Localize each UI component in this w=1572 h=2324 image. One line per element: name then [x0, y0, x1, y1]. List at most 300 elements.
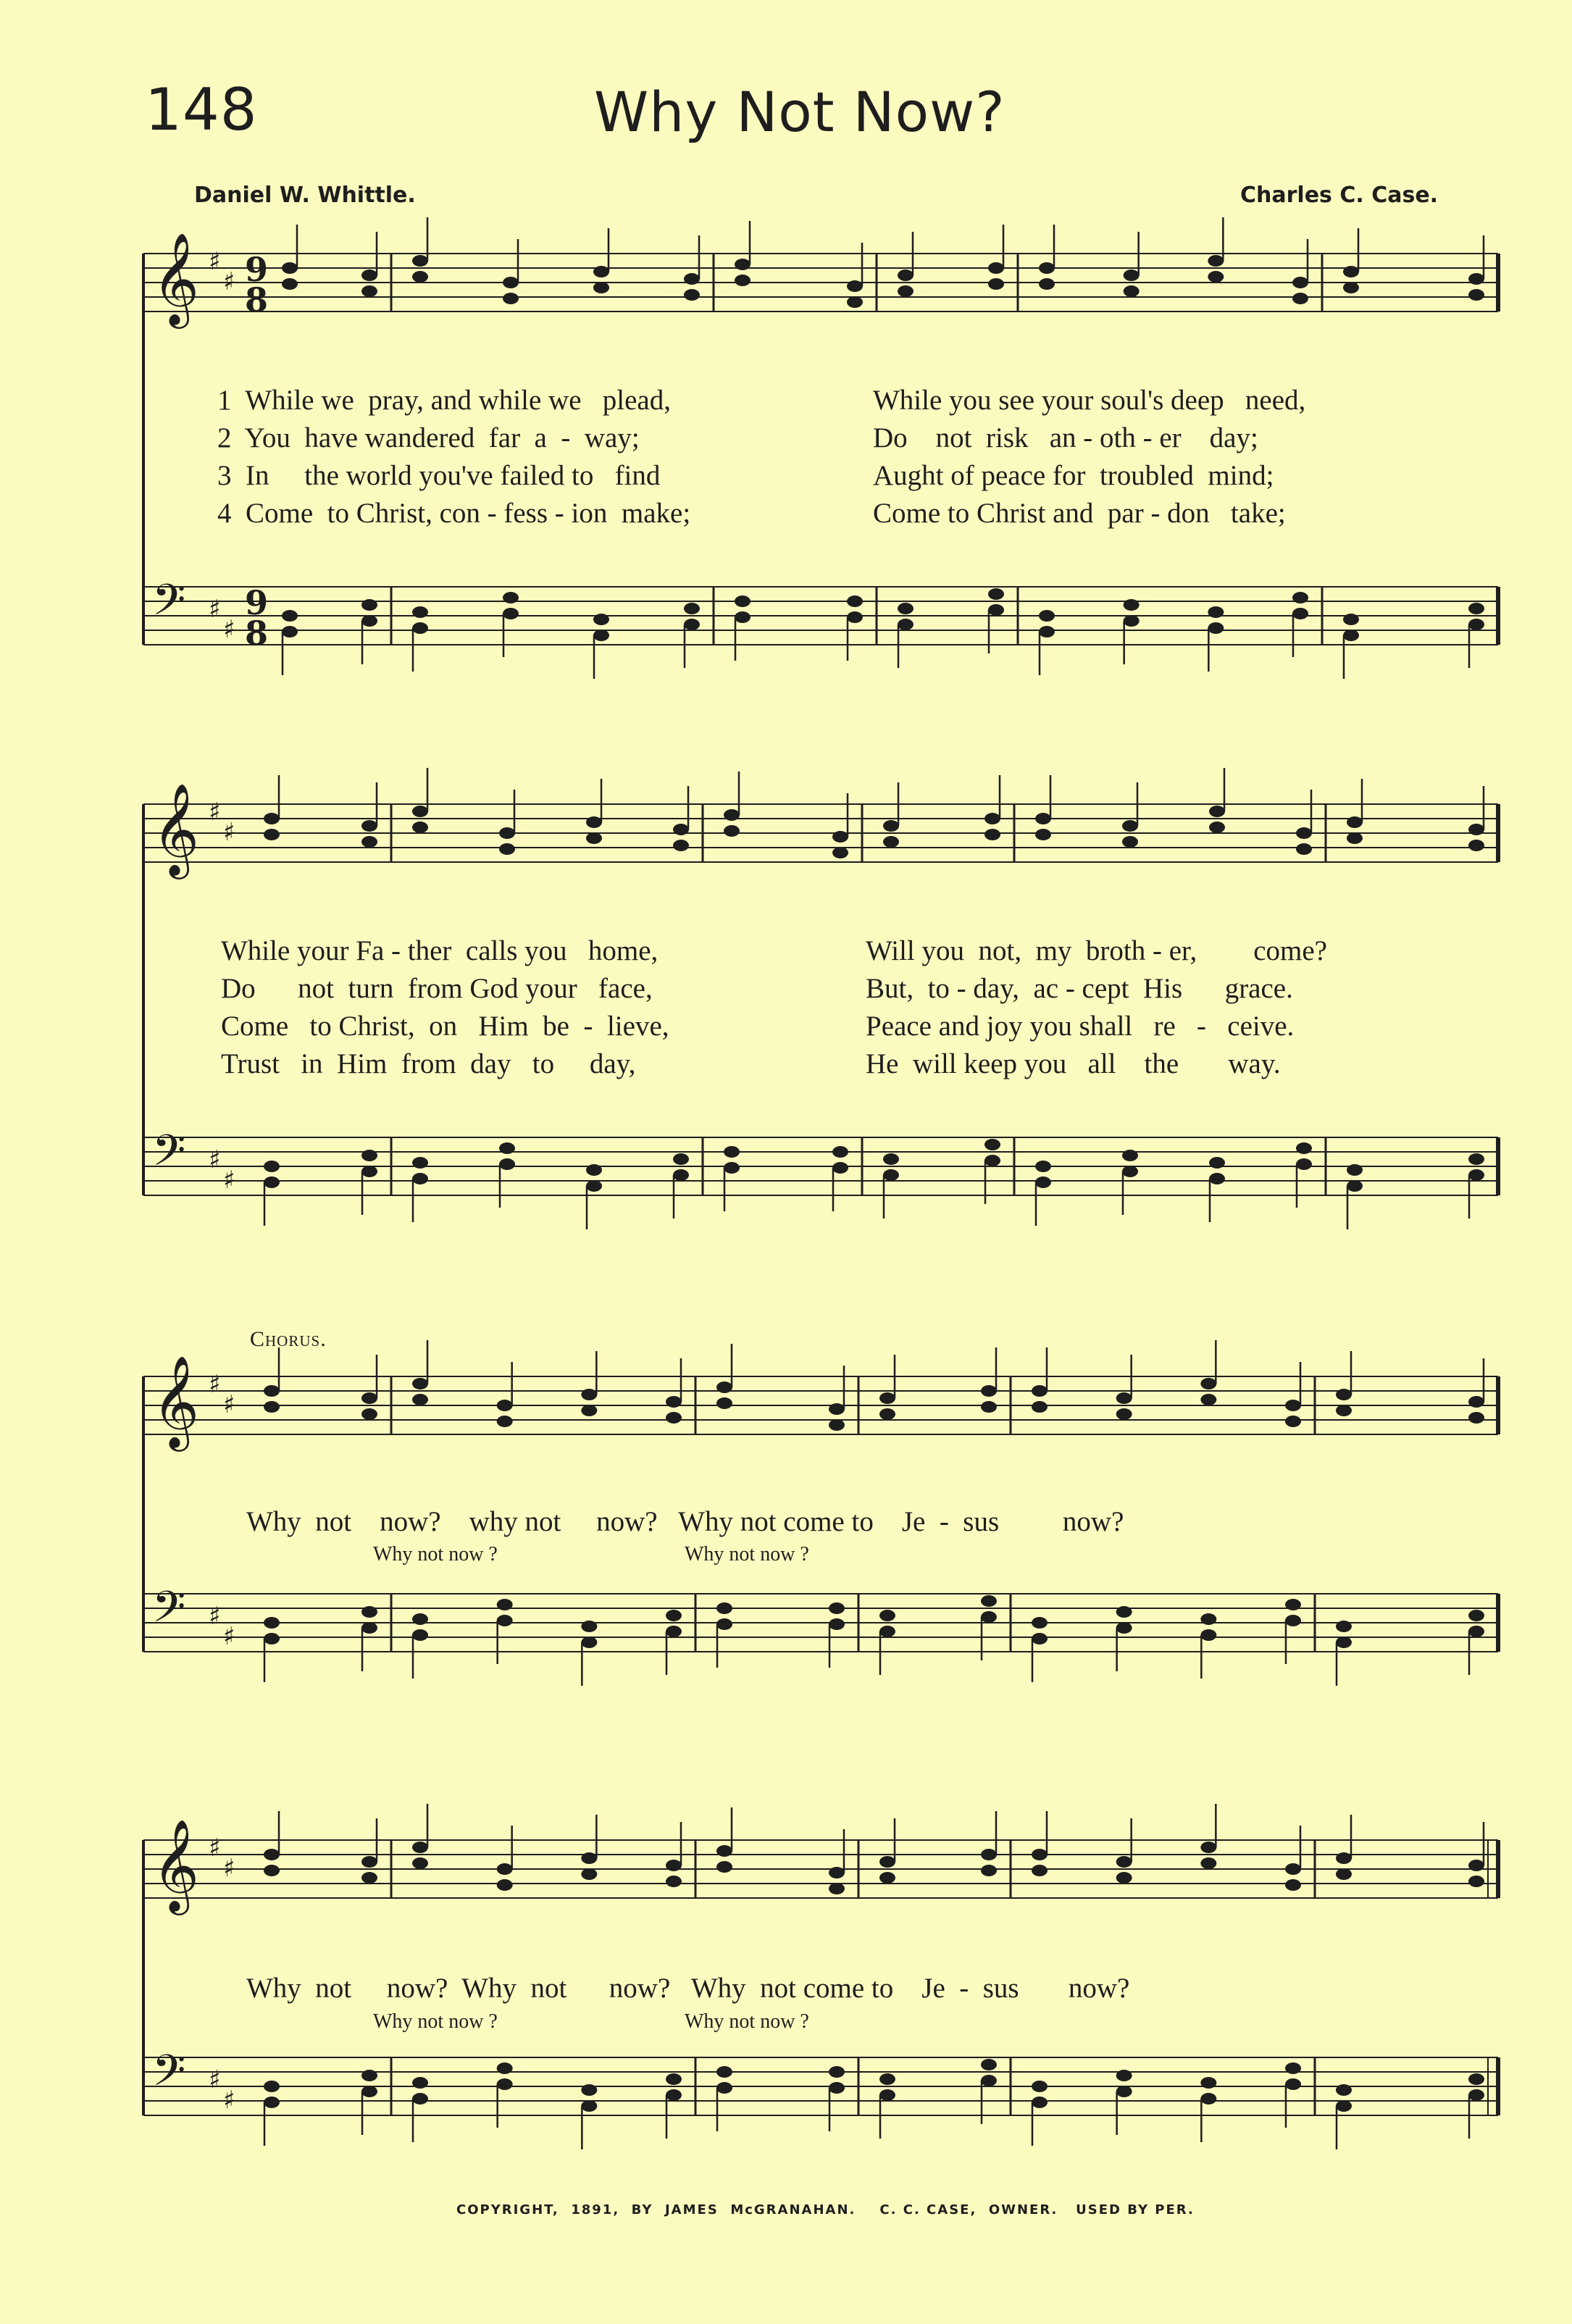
- note-head: [1336, 2100, 1352, 2112]
- note-head: [264, 1176, 280, 1188]
- note-head: [1208, 622, 1224, 634]
- note-head: [1468, 1876, 1484, 1887]
- verse-1-line-d: Will you not, my broth - er, come?: [866, 935, 1327, 966]
- note-head: [716, 1397, 732, 1409]
- sharp-icon: ♯: [209, 2065, 221, 2094]
- sharp-icon: ♯: [209, 247, 221, 276]
- note-head: [1209, 806, 1225, 817]
- note-head: [1347, 832, 1363, 844]
- chorus-label: Chorus.: [250, 1327, 327, 1351]
- note-head: [724, 809, 740, 821]
- note-head: [724, 825, 740, 837]
- note-head: [1122, 1166, 1138, 1177]
- note-head: [1468, 619, 1484, 630]
- note-head: [412, 806, 428, 817]
- note-head: [1122, 836, 1138, 848]
- note-head: [503, 293, 519, 304]
- note-head: [716, 1382, 732, 1393]
- note-head: [361, 285, 377, 297]
- note-head: [361, 1606, 377, 1618]
- note-head: [666, 1626, 682, 1637]
- verse-4-line-a: 4 Come to Christ, con - fess - ion make;: [217, 498, 691, 529]
- note-head: [1468, 1169, 1484, 1181]
- sharp-icon: ♯: [223, 1390, 235, 1419]
- note-head: [684, 273, 700, 285]
- note-head: [282, 262, 298, 274]
- bass-clef-icon: 𝄢: [152, 1125, 186, 1186]
- note-head: [1200, 2093, 1216, 2104]
- note-head: [1468, 289, 1484, 301]
- note-head: [1285, 1879, 1301, 1891]
- note-head: [1285, 1615, 1301, 1626]
- note-head: [497, 1615, 513, 1626]
- verse-4-line-d: He will keep you all the way.: [866, 1048, 1281, 1079]
- note-head: [1200, 1613, 1216, 1625]
- note-head: [1336, 1852, 1352, 1864]
- chorus-echo-1a: Why not now ?: [373, 1543, 498, 1566]
- chorus-echo-1b: Why not now ?: [685, 1543, 809, 1566]
- note-head: [503, 592, 519, 603]
- note-head: [1285, 1416, 1301, 1427]
- note-head: [1285, 1599, 1301, 1610]
- note-head: [264, 1385, 280, 1397]
- note-head: [499, 843, 515, 855]
- note-head: [264, 829, 280, 840]
- hymn-title: Why Not Now?: [594, 80, 1006, 144]
- note-head: [981, 2075, 997, 2086]
- note-head: [883, 1153, 899, 1165]
- note-head: [1468, 1610, 1484, 1621]
- note-head: [1468, 2089, 1484, 2101]
- sharp-icon: ♯: [223, 1854, 235, 1883]
- note-head: [361, 1856, 377, 1868]
- treble-clef-icon: 𝄞: [152, 1818, 200, 1911]
- note-head: [1336, 1405, 1352, 1416]
- note-head: [1035, 1176, 1051, 1188]
- note-head: [581, 2100, 597, 2112]
- sharp-icon: ♯: [209, 1602, 221, 1631]
- note-head: [981, 2059, 997, 2070]
- sharp-icon: ♯: [209, 798, 221, 827]
- note-head: [497, 1416, 513, 1427]
- chorus-line-1: Why not now? why not now? Why not come to Je - sus now?: [246, 1506, 1124, 1537]
- note-head: [1285, 2062, 1301, 2074]
- note-head: [1468, 273, 1484, 285]
- note-head: [829, 1403, 845, 1415]
- note-head: [666, 1860, 682, 1871]
- note-head: [1116, 1408, 1132, 1420]
- note-head: [412, 1173, 428, 1184]
- note-head: [1468, 840, 1484, 851]
- note-head: [883, 836, 899, 848]
- note-head: [361, 1872, 377, 1884]
- note-head: [666, 1396, 682, 1408]
- note-head: [581, 1405, 597, 1416]
- note-head: [361, 1392, 377, 1404]
- note-head: [1032, 2097, 1048, 2108]
- note-head: [1032, 2081, 1048, 2092]
- note-head: [361, 1622, 377, 1634]
- note-head: [829, 1867, 845, 1878]
- note-head: [1468, 603, 1484, 614]
- note-head: [1468, 2073, 1484, 2085]
- note-head: [1336, 1868, 1352, 1880]
- note-head: [282, 626, 298, 638]
- note-head: [412, 1629, 428, 1641]
- verse-3-line-d: Peace and joy you shall re - ceive.: [866, 1011, 1295, 1042]
- note-head: [724, 1162, 740, 1174]
- note-head: [879, 1626, 895, 1637]
- verse-3-line-b: Aught of peace for troubled mind;: [873, 460, 1274, 491]
- note-head: [264, 1633, 280, 1644]
- note-head: [581, 1637, 597, 1648]
- note-head: [1209, 822, 1225, 833]
- note-head: [879, 1392, 895, 1404]
- treble-clef-icon: 𝄞: [152, 232, 200, 325]
- note-head: [581, 1389, 597, 1400]
- note-head: [666, 2073, 682, 2085]
- note-head: [879, 2073, 895, 2085]
- note-head: [1032, 1617, 1048, 1629]
- sharp-icon: ♯: [209, 1834, 221, 1863]
- note-head: [832, 831, 848, 843]
- note-head: [1336, 2084, 1352, 2096]
- note-head: [1336, 1389, 1352, 1400]
- note-head: [499, 1158, 515, 1170]
- note-head: [264, 2081, 280, 2092]
- note-head: [684, 289, 700, 301]
- note-head: [1039, 610, 1055, 622]
- note-head: [1116, 1606, 1132, 1618]
- note-head: [412, 1842, 428, 1853]
- note-head: [361, 820, 377, 832]
- note-head: [593, 630, 609, 641]
- note-head: [412, 1613, 428, 1625]
- note-head: [1032, 1401, 1048, 1413]
- note-head: [1200, 2077, 1216, 2089]
- hymn-number: 148: [145, 76, 258, 143]
- note-head: [1343, 614, 1359, 625]
- note-head: [879, 1610, 895, 1621]
- chorus-echo-2a: Why not now ?: [373, 2010, 498, 2033]
- note-head: [1347, 1164, 1363, 1176]
- note-head: [847, 280, 863, 292]
- note-head: [829, 1419, 845, 1431]
- note-head: [1032, 1849, 1048, 1860]
- sharp-icon: ♯: [223, 2086, 235, 2115]
- note-head: [264, 813, 280, 824]
- sharp-icon: ♯: [209, 1370, 221, 1399]
- note-head: [684, 619, 700, 630]
- note-head: [984, 813, 1000, 824]
- note-head: [735, 275, 751, 286]
- bass-clef-icon: 𝄢: [152, 574, 186, 635]
- note-head: [988, 588, 1004, 600]
- note-head: [412, 2093, 428, 2104]
- sharp-icon: ♯: [209, 1145, 221, 1174]
- note-head: [666, 1412, 682, 1424]
- note-head: [361, 836, 377, 848]
- verse-4-line-c: Trust in Him from day to day,: [221, 1048, 636, 1079]
- composer-credit: Charles C. Case.: [1240, 183, 1439, 208]
- verse-4-line-b: Come to Christ and par - don take;: [873, 498, 1286, 529]
- note-head: [593, 282, 609, 293]
- note-head: [264, 1161, 280, 1172]
- note-head: [593, 266, 609, 277]
- note-head: [1468, 1412, 1484, 1424]
- time-signature-bottom: 8: [245, 614, 269, 653]
- note-head: [1200, 1842, 1216, 1853]
- note-head: [581, 1868, 597, 1880]
- note-head: [666, 2089, 682, 2101]
- verse-2-line-d: But, to - day, ac - cept His grace.: [866, 973, 1293, 1004]
- note-head: [581, 1621, 597, 1632]
- note-head: [586, 1164, 602, 1176]
- chorus-line-2: Why not now? Why not now? Why not come to Je - sus now?: [246, 1973, 1130, 2004]
- note-head: [1032, 1633, 1048, 1644]
- note-head: [586, 1180, 602, 1192]
- note-head: [1292, 293, 1308, 304]
- note-head: [1296, 827, 1312, 839]
- note-head: [984, 1155, 1000, 1166]
- note-head: [581, 1852, 597, 1864]
- verse-2-line-c: Do not turn from God your face,: [221, 973, 653, 1004]
- note-head: [1292, 277, 1308, 288]
- note-head: [412, 606, 428, 618]
- note-head: [1343, 282, 1359, 293]
- note-head: [497, 1599, 513, 1610]
- note-head: [593, 614, 609, 625]
- note-head: [361, 2086, 377, 2097]
- note-head: [1336, 1637, 1352, 1648]
- note-head: [716, 1861, 732, 1873]
- note-head: [1200, 1629, 1216, 1641]
- note-head: [666, 1610, 682, 1621]
- note-head: [829, 2066, 845, 2078]
- note-head: [1292, 608, 1308, 619]
- note-head: [847, 611, 863, 623]
- note-head: [981, 1401, 997, 1413]
- verse-1-line-b: While you see your soul's deep need,: [873, 385, 1306, 416]
- note-head: [1296, 1142, 1312, 1154]
- verse-3-line-c: Come to Christ, on Him be - lieve,: [221, 1011, 669, 1042]
- time-signature-top: 9: [245, 250, 269, 289]
- note-head: [1285, 1863, 1301, 1875]
- note-head: [673, 1153, 689, 1165]
- sharp-icon: ♯: [223, 818, 235, 847]
- copyright-notice: COPYRIGHT, 1891, BY JAMES McGRANAHAN. C. C. CASE, OWNER. USED BY PER.: [456, 2202, 1195, 2218]
- note-head: [673, 840, 689, 851]
- note-head: [735, 259, 751, 270]
- note-head: [1468, 1626, 1484, 1637]
- note-head: [981, 1849, 997, 1860]
- note-head: [1116, 1856, 1132, 1868]
- note-head: [1209, 1157, 1225, 1169]
- note-head: [497, 1400, 513, 1411]
- verse-2-line-a: 2 You have wandered far a - way;: [217, 422, 640, 453]
- note-head: [499, 827, 515, 839]
- note-head: [497, 1863, 513, 1875]
- note-head: [1116, 2086, 1132, 2097]
- chorus-echo-2b: Why not now ?: [685, 2010, 809, 2033]
- note-head: [497, 2078, 513, 2090]
- note-head: [1124, 269, 1140, 281]
- note-head: [264, 1401, 280, 1413]
- note-head: [988, 604, 1004, 616]
- note-head: [1292, 592, 1308, 603]
- note-head: [716, 1618, 732, 1630]
- note-head: [361, 615, 377, 627]
- note-head: [879, 1408, 895, 1420]
- note-head: [898, 269, 913, 281]
- sharp-icon: ♯: [223, 1166, 235, 1195]
- verse-1-line-c: While your Fa - ther calls you home,: [221, 935, 659, 966]
- note-head: [984, 1139, 1000, 1150]
- note-head: [1032, 1865, 1048, 1876]
- note-head: [412, 1378, 428, 1389]
- sharp-icon: ♯: [209, 595, 221, 624]
- note-head: [264, 1849, 280, 1860]
- note-head: [847, 595, 863, 607]
- note-head: [282, 610, 298, 622]
- note-head: [1116, 1392, 1132, 1404]
- note-head: [503, 277, 519, 288]
- note-head: [684, 603, 700, 614]
- note-head: [1468, 1396, 1484, 1408]
- note-head: [898, 603, 913, 614]
- note-head: [883, 1169, 899, 1181]
- note-head: [1039, 278, 1055, 290]
- note-head: [1347, 816, 1363, 828]
- lyricist-credit: Daniel W. Whittle.: [194, 183, 416, 208]
- note-head: [1343, 266, 1359, 277]
- verse-1-line-a: 1 While we pray, and while we plead,: [217, 385, 671, 416]
- note-head: [1124, 615, 1140, 627]
- note-head: [1116, 2070, 1132, 2081]
- note-head: [829, 1618, 845, 1630]
- note-head: [586, 816, 602, 828]
- note-head: [988, 278, 1004, 290]
- note-head: [497, 1879, 513, 1891]
- note-head: [832, 1162, 848, 1174]
- note-head: [1208, 255, 1224, 267]
- note-head: [735, 595, 751, 607]
- note-head: [981, 1385, 997, 1397]
- note-head: [898, 619, 913, 630]
- note-head: [1039, 262, 1055, 274]
- sharp-icon: ♯: [223, 615, 235, 644]
- note-head: [497, 2062, 513, 2074]
- note-head: [412, 255, 428, 267]
- verse-2-line-b: Do not risk an - oth - er day;: [873, 422, 1258, 453]
- note-head: [412, 2077, 428, 2089]
- note-head: [829, 1883, 845, 1894]
- note-head: [832, 1146, 848, 1158]
- note-head: [981, 1595, 997, 1607]
- note-head: [412, 1157, 428, 1169]
- note-head: [412, 1857, 428, 1869]
- note-head: [1035, 829, 1051, 840]
- note-head: [673, 824, 689, 835]
- note-head: [1336, 1621, 1352, 1632]
- note-head: [412, 622, 428, 634]
- note-head: [879, 1856, 895, 1868]
- note-head: [988, 262, 1004, 274]
- note-head: [1035, 1161, 1051, 1172]
- note-head: [879, 1872, 895, 1884]
- note-head: [1285, 1400, 1301, 1411]
- note-head: [1285, 2078, 1301, 2090]
- note-head: [499, 1142, 515, 1154]
- note-head: [879, 2089, 895, 2101]
- note-head: [1116, 1872, 1132, 1884]
- note-head: [361, 269, 377, 281]
- note-head: [981, 1611, 997, 1623]
- time-signature-top: 9: [245, 583, 269, 622]
- note-head: [716, 2066, 732, 2078]
- bass-clef-icon: 𝄢: [152, 2045, 186, 2106]
- note-head: [1296, 1158, 1312, 1170]
- note-head: [1209, 1173, 1225, 1184]
- note-head: [1468, 1153, 1484, 1165]
- note-head: [282, 278, 298, 290]
- note-head: [832, 847, 848, 858]
- note-head: [412, 1394, 428, 1405]
- note-head: [361, 599, 377, 611]
- note-head: [716, 2082, 732, 2094]
- note-head: [666, 1876, 682, 1887]
- note-head: [264, 1617, 280, 1629]
- time-signature-bottom: 8: [245, 280, 269, 319]
- treble-clef-icon: 𝄞: [152, 1355, 200, 1447]
- note-head: [1124, 599, 1140, 611]
- note-head: [1200, 1378, 1216, 1389]
- note-head: [1343, 630, 1359, 641]
- note-head: [1296, 843, 1312, 855]
- note-head: [361, 1166, 377, 1177]
- note-head: [1200, 1857, 1216, 1869]
- note-head: [586, 832, 602, 844]
- note-head: [503, 608, 519, 619]
- note-head: [1116, 1622, 1132, 1634]
- note-head: [1200, 1394, 1216, 1405]
- note-head: [412, 271, 428, 283]
- note-head: [581, 2084, 597, 2096]
- treble-clef-icon: 𝄞: [152, 782, 200, 875]
- note-head: [847, 296, 863, 308]
- note-head: [1208, 606, 1224, 618]
- note-head: [829, 1602, 845, 1614]
- note-head: [1039, 626, 1055, 638]
- verse-3-line-a: 3 In the world you've failed to find: [217, 460, 661, 491]
- note-head: [1122, 820, 1138, 832]
- note-head: [984, 829, 1000, 840]
- note-head: [898, 285, 913, 297]
- sharp-icon: ♯: [223, 267, 235, 296]
- note-head: [883, 820, 899, 832]
- note-head: [361, 1408, 377, 1420]
- note-head: [1468, 1860, 1484, 1871]
- note-head: [829, 2082, 845, 2094]
- note-head: [1208, 271, 1224, 283]
- bass-clef-icon: 𝄢: [152, 1581, 186, 1642]
- note-head: [264, 1865, 280, 1876]
- note-head: [1032, 1385, 1048, 1397]
- note-head: [1124, 285, 1140, 297]
- note-head: [981, 1865, 997, 1876]
- note-head: [1035, 813, 1051, 824]
- note-head: [412, 822, 428, 833]
